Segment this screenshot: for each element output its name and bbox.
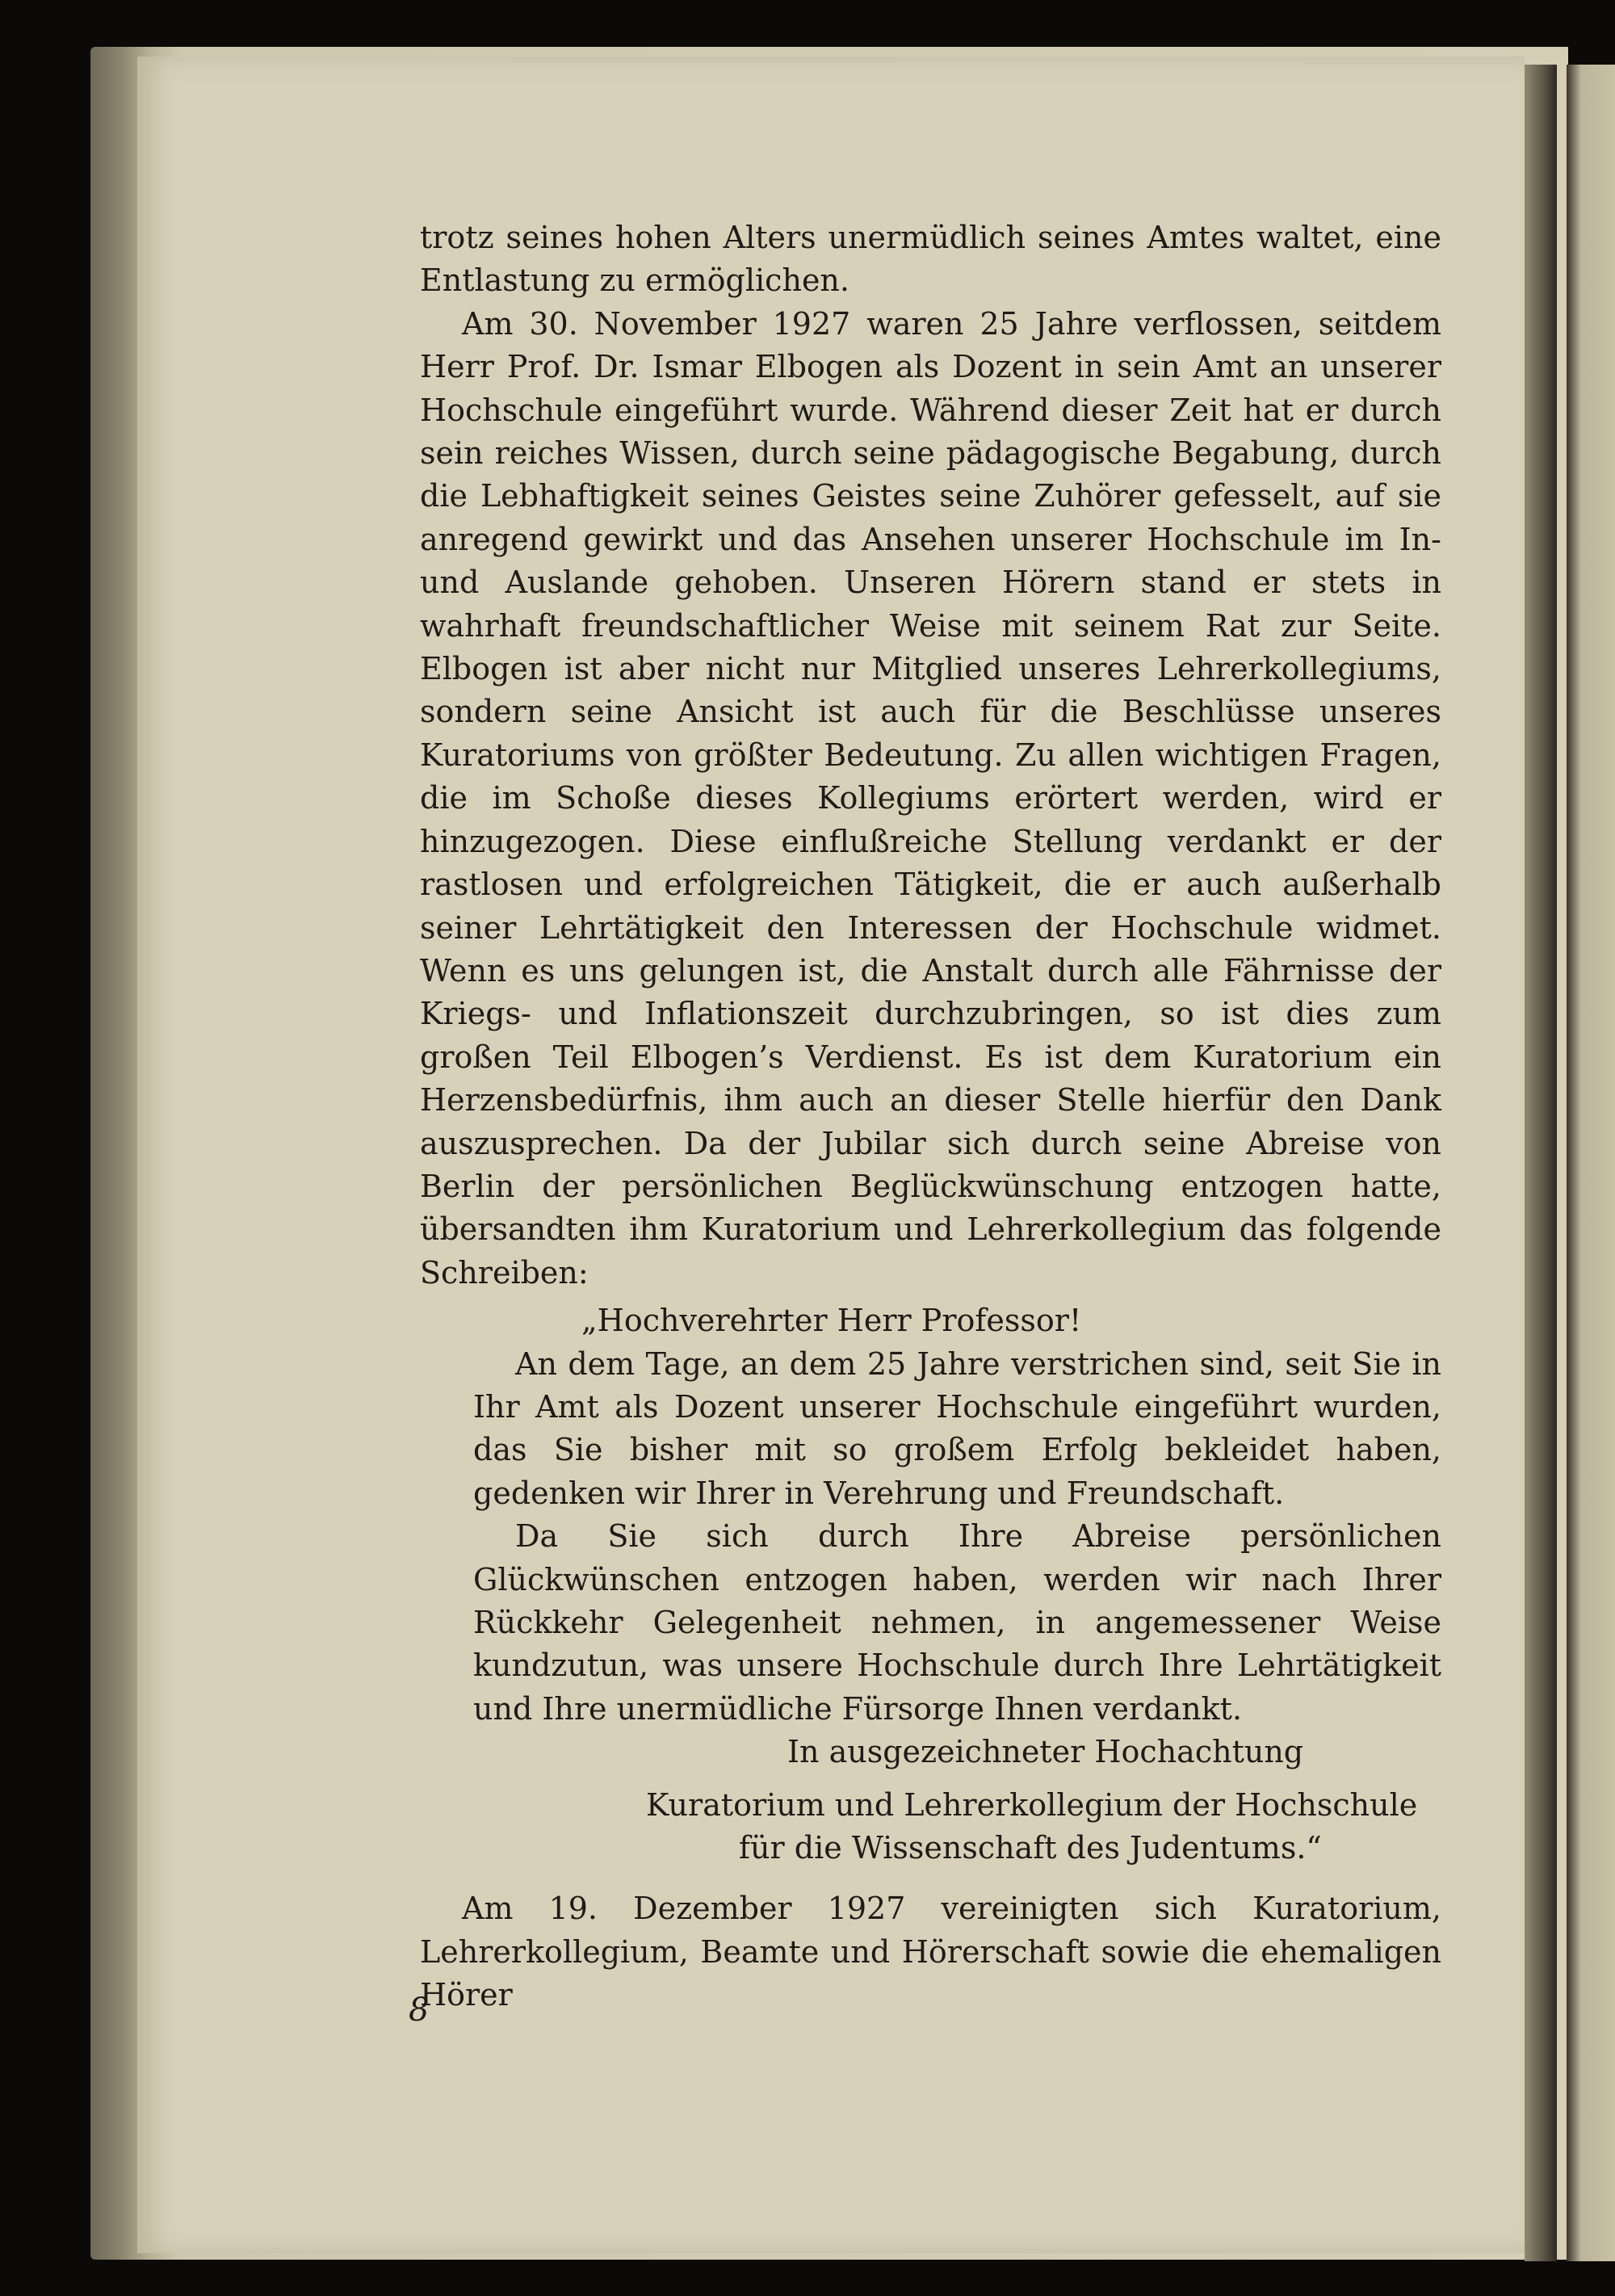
letter-paragraph-1: An dem Tage, an dem 25 Jahre verstrichen sind, seit Sie in Ihr Amt als Dozent unserer Hochschule eingeführt wurden, das Sie bisher mit so großem Erfolg bekleidet haben, gedenken wir Ihrer in Verehrung und Freundschaft. <box>473 1345 1441 1511</box>
letter-salutation: „Hochverehrter Herr Professor! <box>581 1303 1082 1339</box>
paragraph-continuation: trotz seines hohen Alters unermüdlich seines Amtes waltet, eine Entlastung zu ermöglichen. <box>420 220 1441 299</box>
facing-page-edge <box>1567 65 1615 2261</box>
paragraph-celebration: Am 19. Dezember 1927 vereinigten sich Kuratorium, Lehrerkollegium, Beamte und Hörerschaft sowie die ehemaligen Hörer <box>420 1891 1441 2013</box>
book-gutter <box>1525 65 1557 2261</box>
letter-closing: In ausgezeichneter Hochachtung <box>787 1734 1304 1770</box>
letter-signature-line-2: für die Wissenschaft des Judentums.“ <box>739 1830 1322 1866</box>
paragraph-anniversary: Am 30. November 1927 waren 25 Jahre verflossen, seitdem Herr Prof. Dr. Ismar Elbogen als Dozent in sein Amt an unserer Hochschule eingeführt wurde. Während dieser Zeit hat er durch sein reiches Wissen, durch seine pädagogische Begabung, durch die Lebhaftigkeit seines Geistes seine Zuhörer gefesselt, auf sie anregend gewirkt und das Ansehen unserer Hochschule im In- und Auslande gehoben. Unseren Hörern stand er stets in wahrhaft freundschaftlicher Weise mit seinem Rat zur Seite. Elbogen ist aber nicht nur Mitglied unseres Lehrerkollegiums, sondern seine Ansicht ist auch für die Beschlüsse unseres Kuratoriums von größter Bedeutung. Zu allen wichtigen Fragen, die im Schoße dieses Kollegiums erörtert werden, wird er hinzugezogen. Diese einflußreiche Stellung verdankt er der rastlosen und erfolgreichen Tätigkeit, die er auch außerhalb seiner Lehrtätigkeit den Interessen der Hochschule widmet. Wenn es uns gelungen ist, die Anstalt durch alle Fährnisse der Kriegs- und Inflationszeit durchzubringen, so ist dies zum großen Teil Elbogen’s Verdienst. Es ist dem Kuratorium ein Herzensbedürfnis, ihm auch an dieser Stelle hierfür den Dank auszusprechen. Da der Jubilar sich durch seine Abreise von Berlin der persönlichen Beglückwünschung entzogen hatte, übersandten ihm Kuratorium und Lehrerkollegium das folgende Schreiben: <box>420 305 1441 1291</box>
letter-body <box>473 1343 1441 1731</box>
text-block <box>420 216 1441 2017</box>
page-number: 8 <box>409 1992 430 2029</box>
letter-paragraph-2: Da Sie sich durch Ihre Abreise persönlichen Glückwünschen entzogen haben, werden wir nach Ihrer Rückkehr Gelegenheit nehmen, in angemessener Weise kundzutun, was unsere Hochschule durch Ihre Lehrtätigkeit und Ihre unermüdliche Fürsorge Ihnen verdankt. <box>473 1518 1441 1727</box>
letter-signature-line-1: Kuratorium und Lehrerkollegium der Hochschule <box>646 1786 1418 1823</box>
